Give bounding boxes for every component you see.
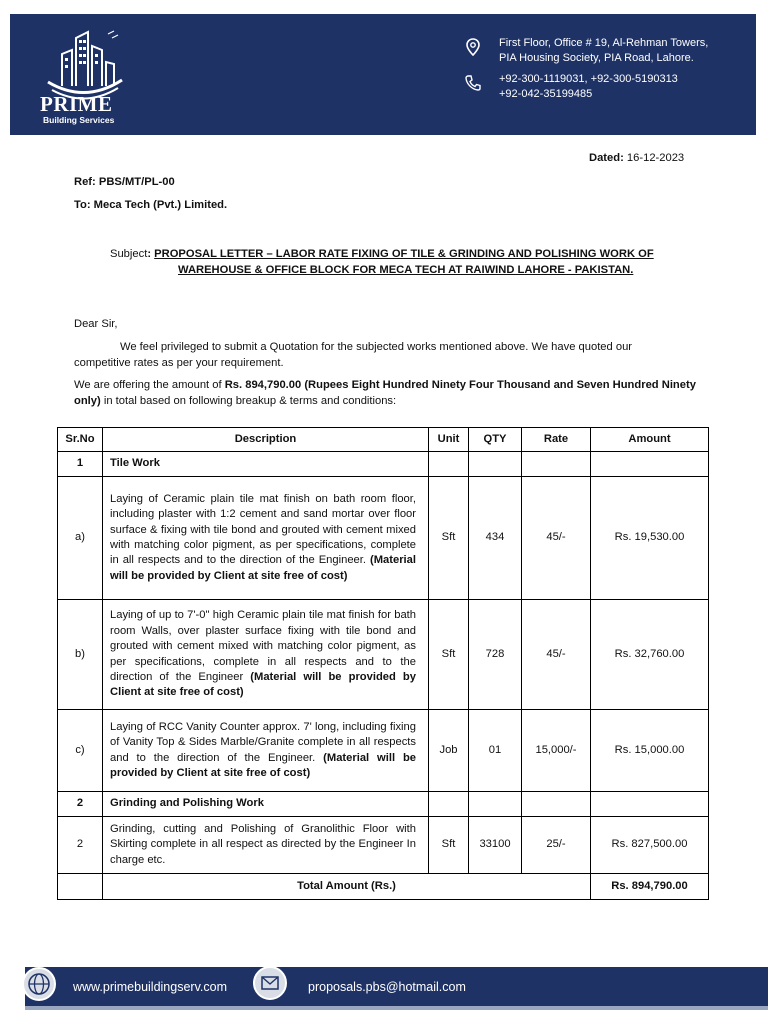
total-value: Rs. 894,790.00 [591,874,709,900]
col-header: Unit [429,428,469,452]
recipient: To: Meca Tech (Pvt.) Limited. [74,199,228,211]
reference: Ref: PBS/MT/PL-00 [74,176,175,188]
col-header: QTY [469,428,522,452]
material-note: (Material will be provided by Client at site free of cost) [110,751,417,779]
material-note: (Material will be provided by Client at site free of cost) [110,670,416,699]
globe-icon [22,967,56,1001]
phone-line-2: +92-042-35199485 [499,88,593,100]
col-header: Description [103,428,429,452]
address-line-1: First Floor, Office # 19, Al-Rehman Towers, [499,37,709,49]
email-link[interactable]: proposals.pbs@hotmail.com [308,980,466,994]
table-row: 2 Grinding, cutting and Polishing of Granolithic Floor with Skirting complete in all respect as directed by the Engineer In charge etc. Sft 33100 25/- Rs. 827,500.00 [58,817,709,874]
phone-icon [464,74,482,92]
offer-paragraph: We are offering the amount of Rs. 894,790.00 (Rupees Eight Hundred Ninety Four Thousand and Seven Hundred Ninety only) in total based on following breakup & terms and conditions: [74,379,696,407]
phone-row [462,72,708,102]
offer-amount: Rs. 894,790.00 (Rupees Eight Hundred Ninety Four Thousand and Seven Hundred Ninety only) [74,379,696,407]
mail-icon [253,966,287,1000]
company-tagline: Building Services [43,115,115,125]
intro-paragraph: We feel privileged to submit a Quotation for the subjected works mentioned above. We have quoted our competitive rates as per your requirement. [74,341,633,369]
subject-label: Subject [110,248,148,260]
letterhead [10,14,756,135]
dated-label: Dated: [589,152,624,164]
table-row: c) Laying of RCC Vanity Counter approx. 7' long, including fixing of Vanity Top & Sides Marble/Granite complete in all respects and to the direction of the Engineer. (Material will be provided by Client at site free of cost) Job 01 15,000/- Rs. 15,000.00 [58,710,709,792]
material-note: (Material will be provided by Client at site free of cost) [110,554,416,582]
table-header-row [58,428,709,452]
salutation: Dear Sir, [74,318,118,330]
subject: Subject: PROPOSAL LETTER – LABOR RATE FIXING OF TILE & GRINDING AND POLISHING WORK OF WAREHOUSE & OFFICE BLOCK FOR MECA TECH AT RAIWIND LAHORE - PAKISTAN. [110,248,654,276]
subject-line-2: WAREHOUSE & OFFICE BLOCK FOR MECA TECH AT RAIWIND LAHORE - PAKISTAN. [178,264,634,276]
quotation-table [57,427,709,900]
contact-block [462,36,708,102]
section-row: 1 Tile Work [58,452,709,477]
date-line [589,151,684,167]
col-header: Sr.No [58,428,103,452]
table-row: b) Laying of up to 7'-0" high Ceramic plain tile mat finish for bath room Walls, over plaster surface fixing with tile bond and grouted with cement mixed with matching color pigment, as per specifications, complete in all respects and to the direction of the Engineer (Material will be provided by Client at site free of cost) Sft 728 45/- Rs. 32,760.00 [58,600,709,710]
col-header: Rate [522,428,591,452]
address-row [462,36,708,66]
table-row: a) Laying of Ceramic plain tile mat finish on bath room floor, including plaster with 1:2 cement and sand mortar over floor surface & fixing with tile bond and grouted with cement mixed with matching color pigment, as per specifications, complete in all respects and to the direction of the Engineer. (Material will be provided by Client at site free of cost) Sft 434 45/- Rs. 19,530.00 [58,477,709,600]
subject-line-1: PROPOSAL LETTER – LABOR RATE FIXING OF TILE & GRINDING AND POLISHING WORK OF [154,248,654,260]
website-link[interactable]: www.primebuildingserv.com [73,980,227,994]
total-row [58,874,709,900]
address-line-2: PIA Housing Society, PIA Road, Lahore. [499,52,694,64]
section-row: 2 Grinding and Polishing Work [58,792,709,817]
footer-accent-line [25,1006,768,1010]
company-name: PRIME [40,92,113,116]
location-pin-icon [464,38,482,56]
dated-value: 16-12-2023 [626,152,685,164]
total-label: Total Amount (Rs.) [103,874,591,900]
col-header: Amount [591,428,709,452]
phone-line-1: +92-300-1119031, +92-300-5190313 [499,73,678,85]
